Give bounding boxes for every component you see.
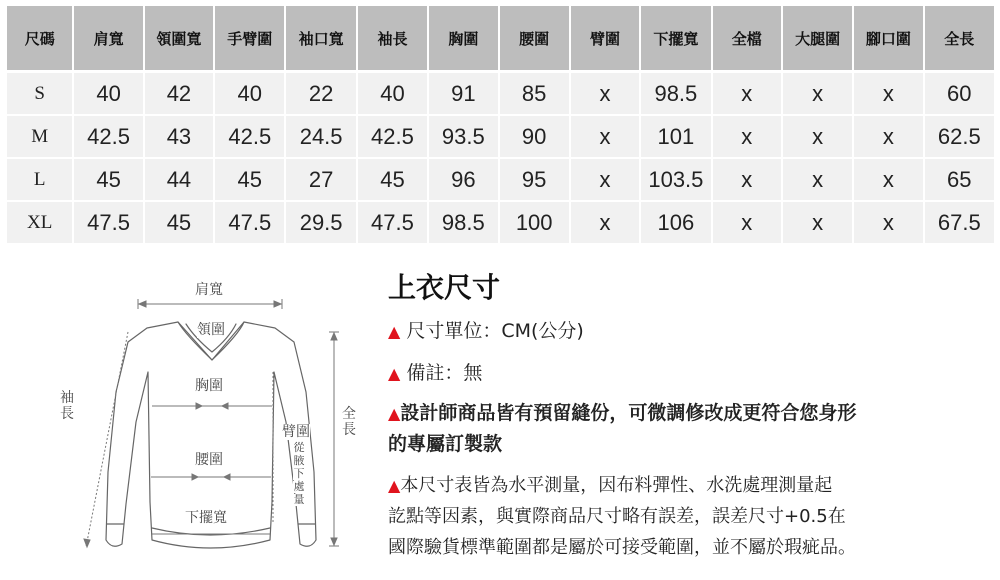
table-cell: x <box>783 159 852 200</box>
table-cell: 95 <box>500 159 569 200</box>
design-note <box>388 398 948 459</box>
header-cell: 全長 <box>925 6 994 70</box>
table-cell: 47.5 <box>74 202 142 243</box>
table-cell: x <box>713 73 781 114</box>
length-label-bottom: 長 <box>342 422 356 438</box>
unit-text: 尺寸單位：CM(公分) <box>400 320 584 342</box>
table-cell: 42.5 <box>215 116 284 157</box>
table-cell: 98.5 <box>429 202 497 243</box>
size-cell: S <box>7 73 72 114</box>
red-triangle-icon: ▲ <box>388 364 401 383</box>
sleeve-label-top: 袖 <box>60 390 74 406</box>
arm-label: 臂圍 <box>282 424 310 440</box>
table-row <box>7 202 994 243</box>
collar-label: 領圍 <box>197 322 225 338</box>
table-cell: 29.5 <box>286 202 355 243</box>
red-triangle-icon: ▲ <box>388 476 401 495</box>
size-cell: L <box>7 159 72 200</box>
table-cell: x <box>713 202 781 243</box>
table-cell: 45 <box>358 159 427 200</box>
table-cell: 93.5 <box>429 116 497 157</box>
table-cell: x <box>783 202 852 243</box>
remark-note <box>388 358 482 385</box>
table-cell: x <box>854 159 922 200</box>
table-row <box>7 159 994 200</box>
table-cell: 45 <box>145 202 213 243</box>
measurement-note <box>388 470 948 563</box>
table-cell: x <box>783 116 852 157</box>
arm-note-char: 量 <box>293 493 305 506</box>
table-cell: x <box>571 116 639 157</box>
table-cell: 103.5 <box>641 159 710 200</box>
arm-note-char: 從 <box>293 441 305 454</box>
table-cell: x <box>854 202 922 243</box>
table-cell: 62.5 <box>925 116 994 157</box>
table-cell: 47.5 <box>215 202 284 243</box>
table-cell: 45 <box>215 159 284 200</box>
table-cell: 45 <box>74 159 142 200</box>
table-row <box>7 73 994 114</box>
sleeve-label-bottom: 長 <box>60 406 74 422</box>
table-cell: 42.5 <box>74 116 142 157</box>
measure-text-line1: 本尺寸表皆為水平測量，因布料彈性、水洗處理測量起 <box>400 475 833 496</box>
table-cell: 90 <box>500 116 569 157</box>
table-cell: x <box>854 116 922 157</box>
table-cell: x <box>713 116 781 157</box>
table-cell: 65 <box>925 159 994 200</box>
table-cell: 42 <box>145 73 213 114</box>
table-cell: 101 <box>641 116 710 157</box>
red-triangle-icon: ▲ <box>388 404 401 423</box>
header-cell: 腳口圍 <box>854 6 922 70</box>
header-cell: 大腿圍 <box>783 6 852 70</box>
table-cell: 98.5 <box>641 73 710 114</box>
table-cell: 85 <box>500 73 569 114</box>
table-cell: x <box>713 159 781 200</box>
size-cell: M <box>7 116 72 157</box>
table-cell: x <box>571 73 639 114</box>
table-cell: 27 <box>286 159 355 200</box>
table-cell: x <box>854 73 922 114</box>
red-triangle-icon: ▲ <box>388 322 401 341</box>
table-cell: 44 <box>145 159 213 200</box>
arm-note-char: 腋 <box>293 454 305 467</box>
header-cell: 領圍寬 <box>145 6 213 70</box>
notes-title: 上衣尺寸 <box>388 271 501 304</box>
waist-label: 腰圍 <box>195 452 223 468</box>
remark-text: 備註：無 <box>400 362 483 384</box>
table-cell: 40 <box>215 73 284 114</box>
table-cell: 43 <box>145 116 213 157</box>
length-label-top: 全 <box>342 406 356 422</box>
hem-label: 下擺寬 <box>185 510 227 526</box>
table-cell: 106 <box>641 202 710 243</box>
table-cell: 96 <box>429 159 497 200</box>
table-cell: 91 <box>429 73 497 114</box>
header-cell: 臂圍 <box>571 6 639 70</box>
table-cell: x <box>783 73 852 114</box>
size-table <box>7 6 994 245</box>
table-cell: 40 <box>358 73 427 114</box>
header-cell: 胸圍 <box>429 6 497 70</box>
header-cell: 肩寬 <box>74 6 142 70</box>
table-row <box>7 116 994 157</box>
arm-note-char: 下 <box>293 467 305 480</box>
table-cell: 22 <box>286 73 355 114</box>
unit-note <box>388 316 584 343</box>
chest-label: 胸圍 <box>195 378 223 394</box>
table-cell: 60 <box>925 73 994 114</box>
size-notes <box>388 270 988 558</box>
sweater-outline-icon <box>50 272 370 572</box>
shoulder-label: 肩寬 <box>195 282 223 298</box>
table-cell: x <box>571 159 639 200</box>
header-cell: 下擺寬 <box>641 6 710 70</box>
design-text-line2: 的專屬訂製款 <box>388 433 503 455</box>
header-cell: 袖長 <box>358 6 427 70</box>
table-header-row <box>7 6 994 70</box>
measure-text-line3: 國際驗貨標準範圍都是屬於可接受範圍，並不屬於瑕疵品。 <box>388 537 856 558</box>
table-cell: 24.5 <box>286 116 355 157</box>
table-cell: x <box>571 202 639 243</box>
header-cell: 腰圍 <box>500 6 569 70</box>
header-cell: 全檔 <box>713 6 781 70</box>
measure-text-line2: 訖點等因素，與實際商品尺寸略有誤差，誤差尺寸+0.5在 <box>388 506 846 527</box>
size-cell: XL <box>7 202 72 243</box>
table-cell: 100 <box>500 202 569 243</box>
arm-note-char: 處 <box>293 480 305 493</box>
header-cell: 手臂圍 <box>215 6 284 70</box>
table-cell: 47.5 <box>358 202 427 243</box>
header-cell: 尺碼 <box>7 6 72 70</box>
garment-diagram <box>50 272 370 572</box>
table-cell: 67.5 <box>925 202 994 243</box>
header-cell: 袖口寬 <box>286 6 355 70</box>
table-cell: 42.5 <box>358 116 427 157</box>
table-cell: 40 <box>74 73 142 114</box>
design-text-line1: 設計師商品皆有預留縫份，可微調修改成更符合您身形 <box>400 402 857 424</box>
